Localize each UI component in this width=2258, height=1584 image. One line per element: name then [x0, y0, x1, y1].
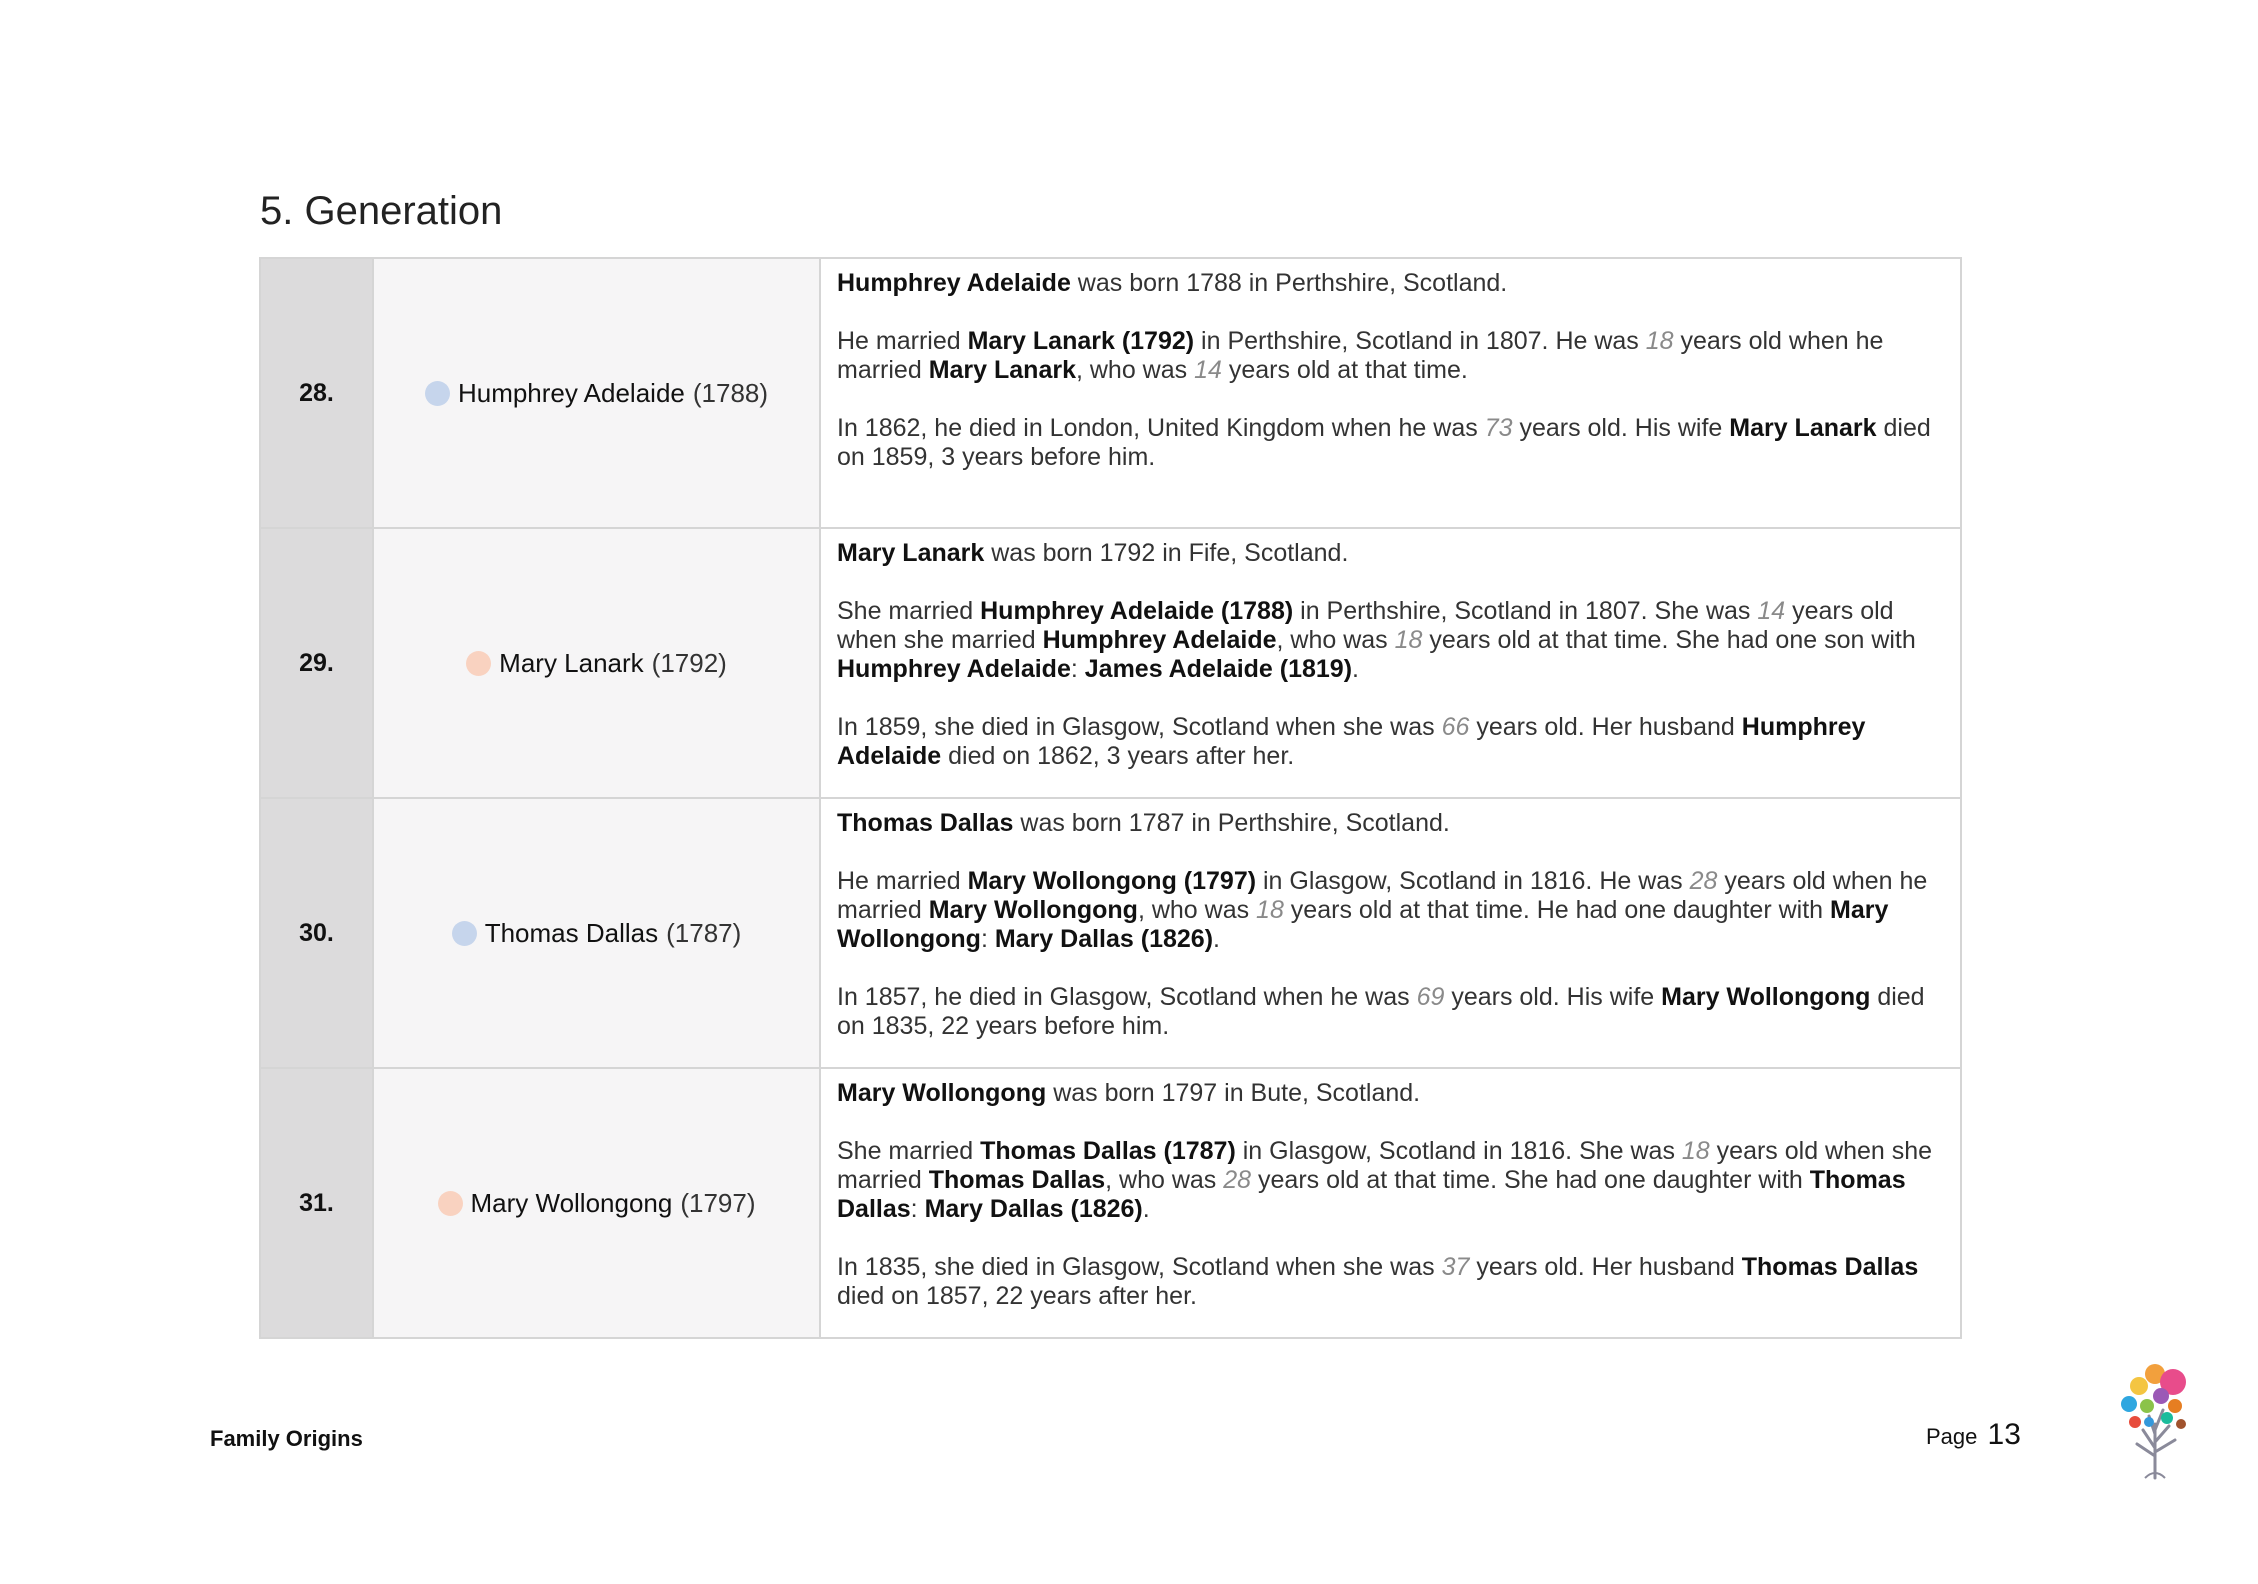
- person-name: Mary Wollongong: [470, 1187, 673, 1218]
- person-link-text: Mary Lanark: [837, 539, 985, 567]
- person-link-text: Thomas Dallas: [928, 1166, 1106, 1194]
- age-value: 28: [1689, 867, 1718, 895]
- person-number: 30.: [260, 798, 373, 1068]
- person-birth-year: (1788): [692, 377, 769, 408]
- person-link-text: Humphrey Adelaide: [1042, 626, 1277, 654]
- description-text: , who was: [1137, 896, 1257, 924]
- person-description: [820, 528, 1961, 798]
- description-text: in Glasgow, Scotland in 1816. She was: [1235, 1137, 1682, 1165]
- description-text: .: [1213, 925, 1220, 953]
- person-description: [820, 798, 1961, 1068]
- description-text: was born 1787 in Perthshire, Scotland.: [1013, 809, 1450, 837]
- person-number: 31.: [260, 1068, 373, 1338]
- description-text: He married: [837, 867, 968, 895]
- description-paragraph: [837, 867, 1940, 954]
- description-text: died on 1835, 22 years before him.: [837, 983, 1925, 1040]
- person-name-cell: [373, 258, 820, 528]
- person-name-cell: [373, 798, 820, 1068]
- description-text: died on 1857, 22 years after her.: [837, 1282, 1197, 1310]
- person-link-text: Humphrey Adelaide: [837, 655, 1071, 683]
- age-value: 14: [1757, 597, 1786, 625]
- page-number-label: [1926, 1418, 2021, 1452]
- footer-title: Family Origins: [210, 1426, 363, 1451]
- person-link-text: Mary Wollongong: [928, 896, 1138, 924]
- description-text: died on 1859, 3 years before him.: [837, 414, 1931, 471]
- age-value: 14: [1194, 356, 1222, 384]
- description-paragraph: [837, 414, 1940, 472]
- person-link-text: Mary Wollongong: [837, 1079, 1047, 1107]
- description-text: She married: [837, 1137, 981, 1165]
- description-text: was born 1788 in Perthshire, Scotland.: [1070, 269, 1508, 297]
- generation-table: [259, 257, 1962, 1339]
- description-paragraph: [837, 539, 1940, 568]
- person-row: [260, 258, 1961, 528]
- person-link-text: Mary Dallas (1826): [924, 1195, 1143, 1223]
- description-text: :: [980, 925, 995, 953]
- description-text: in Perthshire, Scotland in 1807. She was: [1293, 597, 1758, 625]
- age-value: 28: [1223, 1166, 1252, 1194]
- description-text: years old. His wife: [1444, 983, 1662, 1011]
- person-number: 28.: [260, 258, 373, 528]
- description-text: :: [910, 1195, 925, 1223]
- person-link-text: Humphrey Adelaide: [837, 713, 1866, 770]
- age-value: 18: [1394, 626, 1423, 654]
- person-number: 29.: [260, 528, 373, 798]
- person-description: [820, 258, 1961, 528]
- person-row: [260, 528, 1961, 798]
- male-dot-icon: [452, 921, 477, 946]
- description-paragraph: [837, 269, 1940, 298]
- page-label: Page: [1926, 1424, 1978, 1449]
- person-link-text: Mary Wollongong (1797): [967, 867, 1257, 895]
- description-text: :: [1070, 655, 1085, 683]
- age-value: 73: [1484, 414, 1513, 442]
- person-name-cell: [373, 528, 820, 798]
- description-text: died on 1862, 3 years after her.: [941, 742, 1295, 770]
- person-link-text: Mary Dallas (1826): [994, 925, 1214, 953]
- description-paragraph: [837, 983, 1940, 1041]
- person-link-text: James Adelaide (1819): [1084, 655, 1353, 683]
- description-text: years old at that time.: [1221, 356, 1468, 384]
- description-text: in Perthshire, Scotland in 1807. He was: [1194, 327, 1646, 355]
- description-text: In 1857, he died in Glasgow, Scotland when he was: [837, 983, 1417, 1011]
- age-value: 18: [1645, 327, 1674, 355]
- person-link-text: Mary Wollongong: [1661, 983, 1871, 1011]
- description-text: , who was: [1075, 356, 1195, 384]
- person-name: Mary Lanark: [499, 647, 644, 678]
- person-link-text: Humphrey Adelaide: [837, 269, 1071, 297]
- person-link-text: Thomas Dallas: [837, 1166, 1906, 1223]
- description-text: .: [1352, 655, 1359, 683]
- description-paragraph: [837, 1137, 1940, 1224]
- age-value: 37: [1441, 1253, 1470, 1281]
- person-link-text: Thomas Dallas: [837, 809, 1014, 837]
- description-text: years old when he married: [837, 327, 1884, 384]
- description-text: was born 1792 in Fife, Scotland.: [984, 539, 1349, 567]
- page-number: 13: [1987, 1418, 2021, 1451]
- description-text: In 1862, he died in London, United Kingdom when he was: [837, 414, 1485, 442]
- description-text: In 1859, she died in Glasgow, Scotland when she was: [837, 713, 1442, 741]
- person-link-text: Thomas Dallas (1787): [980, 1137, 1236, 1165]
- age-value: 66: [1441, 713, 1470, 741]
- description-paragraph: [837, 1079, 1940, 1108]
- person-name: Thomas Dallas: [484, 917, 659, 948]
- description-text: years old. Her husband: [1469, 1253, 1742, 1281]
- description-text: He married: [837, 327, 968, 355]
- description-text: , who was: [1276, 626, 1395, 654]
- description-text: years old when she married: [837, 597, 1894, 654]
- description-text: In 1835, she died in Glasgow, Scotland when she was: [837, 1253, 1442, 1281]
- person-link-text: Mary Lanark: [928, 356, 1076, 384]
- age-value: 18: [1681, 1137, 1710, 1165]
- person-description: [820, 1068, 1961, 1338]
- person-row: [260, 1068, 1961, 1338]
- person-link-text: Mary Lanark (1792): [967, 327, 1195, 355]
- family-tree-icon: [2115, 1360, 2195, 1480]
- description-paragraph: [837, 597, 1940, 684]
- male-dot-icon: [425, 381, 450, 406]
- description-text: .: [1142, 1195, 1150, 1223]
- person-birth-year: (1797): [680, 1187, 756, 1218]
- description-paragraph: [837, 1253, 1940, 1311]
- person-birth-year: (1792): [651, 647, 727, 678]
- description-paragraph: [837, 809, 1940, 838]
- person-link-text: Thomas Dallas: [1741, 1253, 1919, 1281]
- description-text: in Glasgow, Scotland in 1816. He was: [1256, 867, 1690, 895]
- description-text: was born 1797 in Bute, Scotland.: [1046, 1079, 1421, 1107]
- description-text: years old. Her husband: [1469, 713, 1742, 741]
- person-link-text: Humphrey Adelaide (1788): [980, 597, 1294, 625]
- person-name-cell: [373, 1068, 820, 1338]
- description-text: years old. His wife: [1512, 414, 1730, 442]
- generation-table-body: [260, 258, 1961, 1338]
- age-value: 69: [1416, 983, 1445, 1011]
- female-dot-icon: [466, 651, 491, 676]
- description-paragraph: [837, 713, 1940, 771]
- page-title: 5. Generation: [260, 189, 503, 233]
- description-text: years old at that time. She had one daughter with: [1251, 1166, 1810, 1194]
- description-text: years old when he married: [837, 867, 1928, 924]
- person-link-text: Mary Lanark: [1729, 414, 1877, 442]
- description-paragraph: [837, 327, 1940, 385]
- person-link-text: Mary Wollongong: [837, 896, 1889, 953]
- age-value: 18: [1256, 896, 1284, 924]
- description-text: years old at that time. She had one son with: [1422, 626, 1916, 654]
- person-name: Humphrey Adelaide: [457, 377, 685, 408]
- description-text: She married: [837, 597, 981, 625]
- description-text: years old when she married: [837, 1137, 1933, 1194]
- person-birth-year: (1787): [666, 917, 742, 948]
- description-text: years old at that time. He had one daughter with: [1283, 896, 1831, 924]
- female-dot-icon: [438, 1191, 463, 1216]
- person-row: [260, 798, 1961, 1068]
- description-text: , who was: [1105, 1166, 1224, 1194]
